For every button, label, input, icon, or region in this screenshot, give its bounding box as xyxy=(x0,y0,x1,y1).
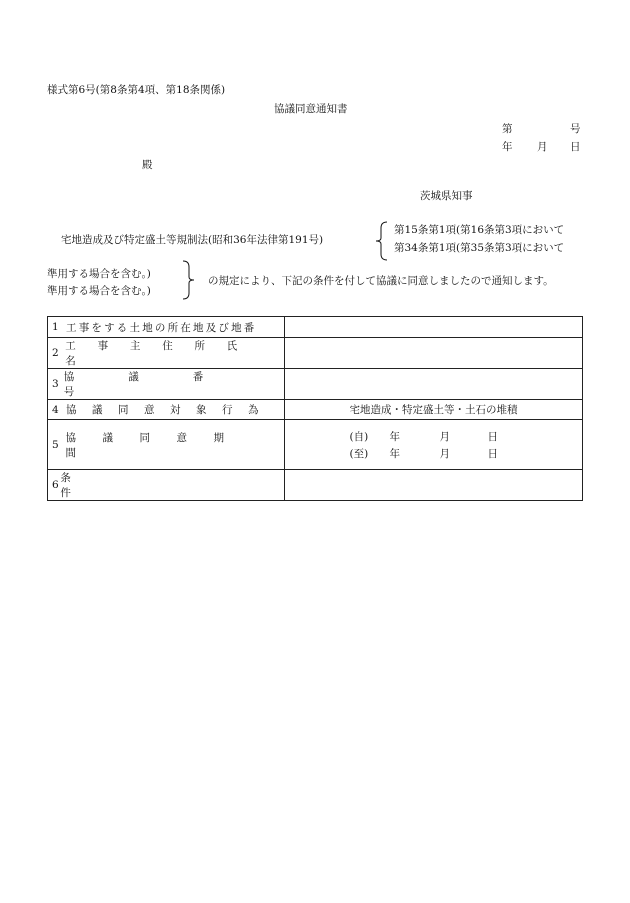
period-from-label: (自) xyxy=(349,430,369,443)
value-target-activity: 宅地造成・特定盛土等・土石の堆積 xyxy=(285,400,583,420)
number-dai: 第 xyxy=(502,123,513,135)
row-label-consent-period: 協議同意期間 xyxy=(65,431,251,459)
row-label-conditions: 条件 xyxy=(60,472,244,499)
period-from-year: 年 xyxy=(389,430,400,443)
sender-name: 茨城県知事 xyxy=(420,190,473,202)
period-dates xyxy=(350,429,518,461)
period-to-year: 年 xyxy=(389,447,400,460)
date-day: 日 xyxy=(570,141,581,153)
row-number: 6 xyxy=(52,479,59,491)
row-number: 3 xyxy=(52,378,59,390)
table-row xyxy=(48,400,583,420)
addressee-suffix: 殿 xyxy=(142,159,153,171)
document-title: 協議同意通知書 xyxy=(274,103,348,115)
value-consent-period xyxy=(285,420,583,470)
period-to-label: (至) xyxy=(349,447,369,460)
table-row xyxy=(48,317,583,338)
row-number: 5 xyxy=(52,438,59,451)
period-from-day: 日 xyxy=(487,430,498,443)
row-label-land-location: 工事をする土地の所在地及び地番 xyxy=(66,321,257,334)
table-row xyxy=(48,369,583,400)
law-name: 宅地造成及び特定盛土等規制法(昭和36年法律第191号) xyxy=(61,234,324,246)
details-table xyxy=(47,316,583,501)
period-from-month: 月 xyxy=(439,430,450,443)
form-number: 様式第6号(第8条第4項、第18条関係) xyxy=(47,84,226,96)
apply-option-1: 準用する場合を含む。) xyxy=(47,268,151,280)
left-brace-articles xyxy=(373,220,389,262)
row-label-contractor: 工事主住所氏名 xyxy=(65,340,260,367)
apply-option-2: 準用する場合を含む。) xyxy=(47,285,151,297)
value-consultation-number[interactable] xyxy=(285,369,583,400)
number-go: 号 xyxy=(570,123,581,135)
value-conditions[interactable] xyxy=(285,470,583,501)
value-land-location[interactable] xyxy=(285,317,583,338)
article-option-2: 第34条第1項(第35条第3項において xyxy=(394,242,565,254)
table-row xyxy=(48,338,583,369)
date-year: 年 xyxy=(502,141,513,153)
date-month: 月 xyxy=(537,141,548,153)
period-to-day: 日 xyxy=(487,447,498,460)
row-number: 4 xyxy=(52,403,59,416)
row-label-target-activity: 協議同意対象行為 xyxy=(66,404,274,416)
row-label-consultation-number: 協議番号 xyxy=(63,371,258,398)
right-brace-apply xyxy=(181,259,197,301)
table-row xyxy=(48,470,583,501)
table-row xyxy=(48,420,583,470)
article-option-1: 第15条第1項(第16条第3項において xyxy=(394,224,565,236)
row-number: 2 xyxy=(52,347,59,359)
notice-text: の規定により、下記の条件を付して協議に同意しましたので通知します。 xyxy=(208,275,554,287)
period-to-month: 月 xyxy=(439,447,450,460)
value-contractor[interactable] xyxy=(285,338,583,369)
row-number: 1 xyxy=(52,321,59,333)
